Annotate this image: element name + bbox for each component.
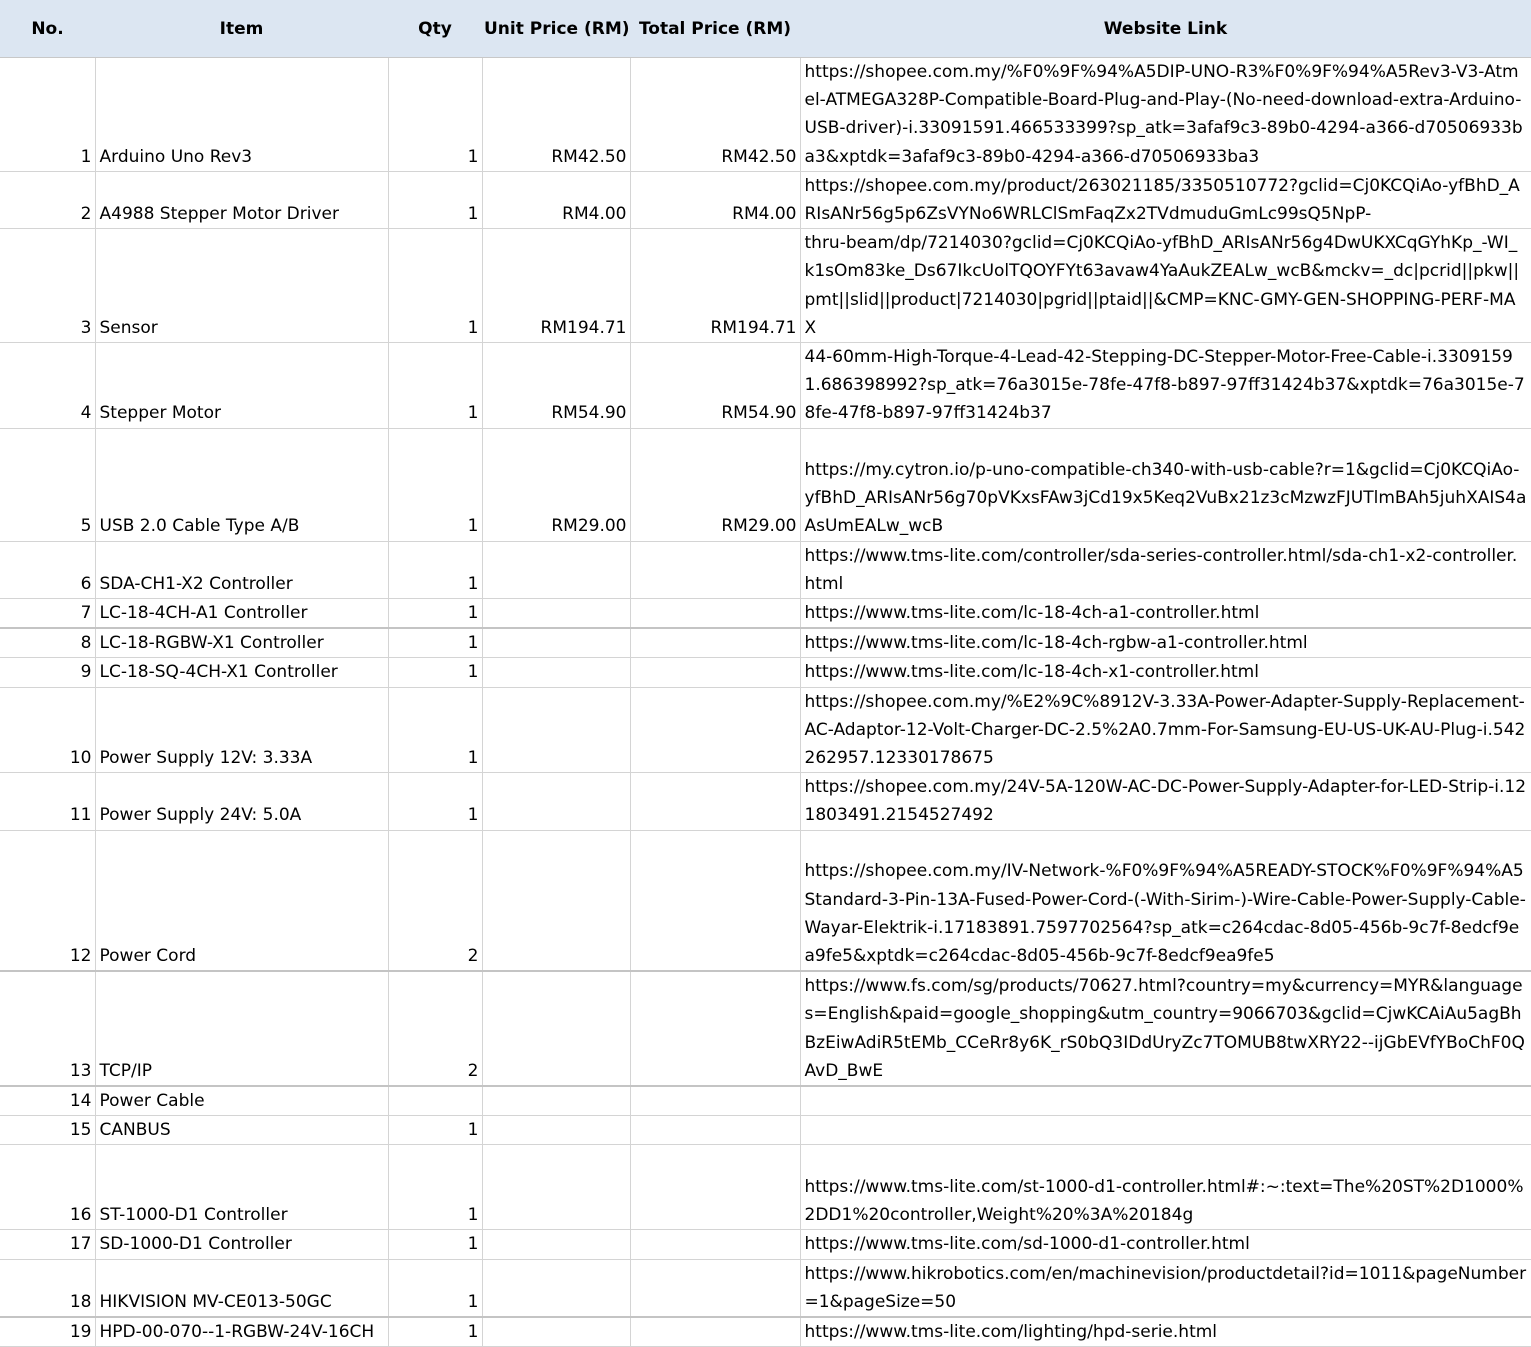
cell-item[interactable]: Power Supply 24V: 5.0A — [95, 773, 388, 830]
cell-website-link[interactable]: https://shopee.com.my/%F0%9F%94%A5DIP-UNO-R3%F0%9F%94%A5Rev3-V3-Atmel-ATMEGA328P-Compatible-Board-Plug-and-Play-(No-need-download-extra-Arduino-USB-driver)-i.33091591.466533399?sp_atk=3afaf9c3-89b0-4294-a366-d70506933ba3&xptdk=3afaf9c3-89b0-4294-a366-d70506933ba3 — [800, 58, 1531, 172]
cell-unit-price[interactable] — [482, 1145, 630, 1230]
cell-qty[interactable] — [388, 1086, 482, 1116]
cell-total-price[interactable] — [630, 1230, 800, 1259]
cell-website-link[interactable]: https://www.tms-lite.com/st-1000-d1-controller.html#:~:text=The%20ST%2D1000%2DD1%20controller,Weight%20%3A%20184g — [800, 1145, 1531, 1230]
table-row — [0, 1317, 1531, 1347]
cell-total-price[interactable] — [630, 1116, 800, 1145]
cell-item[interactable]: LC-18-4CH-A1 Controller — [95, 599, 388, 629]
table-row — [0, 343, 1531, 429]
cell-qty[interactable]: 1 — [388, 599, 482, 629]
cell-item[interactable]: LC-18-SQ-4CH-X1 Controller — [95, 658, 388, 687]
cell-total-price[interactable] — [630, 1145, 800, 1230]
cell-qty[interactable]: 2 — [388, 830, 482, 971]
cell-qty[interactable]: 2 — [388, 971, 482, 1086]
cell-qty[interactable]: 1 — [388, 541, 482, 598]
cell-no[interactable]: 8 — [0, 628, 95, 658]
cell-unit-price[interactable]: RM29.00 — [482, 428, 630, 541]
cell-total-price[interactable] — [630, 599, 800, 629]
cell-unit-price[interactable] — [482, 599, 630, 629]
cell-qty[interactable]: 1 — [388, 58, 482, 172]
cell-qty[interactable]: 1 — [388, 628, 482, 658]
cell-unit-price[interactable] — [482, 830, 630, 971]
cell-unit-price[interactable] — [482, 628, 630, 658]
cell-qty[interactable]: 1 — [388, 687, 482, 773]
cell-total-price[interactable]: RM194.71 — [630, 229, 800, 343]
header-unit-price[interactable]: Unit Price (RM) — [482, 0, 630, 58]
cell-unit-price[interactable] — [482, 1116, 630, 1145]
cell-unit-price[interactable] — [482, 1317, 630, 1347]
table-row — [0, 687, 1531, 773]
cell-total-price[interactable] — [630, 541, 800, 598]
cell-website-link[interactable]: https://www.tms-lite.com/lc-18-4ch-rgbw-a1-controller.html — [800, 628, 1531, 658]
cell-unit-price[interactable]: RM42.50 — [482, 58, 630, 172]
cell-total-price[interactable]: RM29.00 — [630, 428, 800, 541]
cell-no[interactable]: 9 — [0, 658, 95, 687]
cell-qty[interactable]: 1 — [388, 428, 482, 541]
cell-unit-price[interactable] — [482, 658, 630, 687]
cell-website-link[interactable]: https://my.cytron.io/p-uno-compatible-ch340-with-usb-cable?r=1&gclid=Cj0KCQiAo-yfBhD_ARIsANr56g70pVKxsFAw3jCd19x5Keq2VuBx21z3cMzwzFJUTlmBAh5juhXAIS4aAsUmEALw_wcB — [800, 428, 1531, 541]
cell-qty[interactable]: 1 — [388, 1230, 482, 1259]
cell-website-link[interactable]: https://www.tms-lite.com/lc-18-4ch-a1-controller.html — [800, 599, 1531, 629]
cell-qty[interactable]: 1 — [388, 658, 482, 687]
table-row — [0, 1145, 1531, 1230]
cell-no[interactable]: 16 — [0, 1145, 95, 1230]
cell-total-price[interactable] — [630, 971, 800, 1086]
cell-no[interactable]: 10 — [0, 687, 95, 773]
cell-no[interactable]: 6 — [0, 541, 95, 598]
cell-unit-price[interactable] — [482, 1086, 630, 1116]
table-row — [0, 541, 1531, 598]
table-row — [0, 1116, 1531, 1145]
table-body — [0, 58, 1531, 1347]
cell-total-price[interactable] — [630, 1086, 800, 1116]
cell-website-link[interactable]: 44-60mm-High-Torque-4-Lead-42-Stepping-DC-Stepper-Motor-Free-Cable-i.33091591.686398992?sp_atk=76a3015e-78fe-47f8-b897-97ff31424b37&xptdk=76a3015e-78fe-47f8-b897-97ff31424b37 — [800, 343, 1531, 429]
table-row — [0, 171, 1531, 228]
cell-unit-price[interactable] — [482, 1259, 630, 1317]
cell-qty[interactable]: 1 — [388, 343, 482, 429]
cell-no[interactable]: 13 — [0, 971, 95, 1086]
cell-qty[interactable]: 1 — [388, 1259, 482, 1317]
header-item[interactable]: Item — [95, 0, 388, 58]
cell-total-price[interactable] — [630, 687, 800, 773]
table-row — [0, 773, 1531, 830]
cell-qty[interactable]: 1 — [388, 171, 482, 228]
cell-no[interactable]: 19 — [0, 1317, 95, 1347]
cell-qty[interactable]: 1 — [388, 1317, 482, 1347]
cell-website-link[interactable]: https://shopee.com.my/%E2%9C%8912V-3.33A-Power-Adapter-Supply-Replacement-AC-Adaptor-12-Volt-Charger-DC-2.5%2A0.7mm-For-Samsung-EU-US-UK-AU-Plug-i.542262957.12330178675 — [800, 687, 1531, 773]
cell-qty[interactable]: 1 — [388, 1116, 482, 1145]
cell-item[interactable]: CANBUS — [95, 1116, 388, 1145]
header-row — [0, 0, 1531, 58]
cell-website-link[interactable]: https://www.tms-lite.com/controller/sda-series-controller.html/sda-ch1-x2-controller.html — [800, 541, 1531, 598]
cell-item[interactable]: USB 2.0 Cable Type A/B — [95, 428, 388, 541]
table-row — [0, 830, 1531, 971]
cell-unit-price[interactable] — [482, 687, 630, 773]
table-row — [0, 599, 1531, 629]
header-total-price[interactable]: Total Price (RM) — [630, 0, 800, 58]
table-row — [0, 428, 1531, 541]
cell-no[interactable]: 14 — [0, 1086, 95, 1116]
cell-item[interactable]: ST-1000-D1 Controller — [95, 1145, 388, 1230]
cell-no[interactable]: 11 — [0, 773, 95, 830]
cell-item[interactable]: Sensor — [95, 229, 388, 343]
cell-no[interactable]: 18 — [0, 1259, 95, 1317]
cell-total-price[interactable] — [630, 628, 800, 658]
cell-total-price[interactable] — [630, 658, 800, 687]
cell-no[interactable]: 7 — [0, 599, 95, 629]
cell-total-price[interactable] — [630, 1259, 800, 1317]
cell-total-price[interactable]: RM54.90 — [630, 343, 800, 429]
cell-qty[interactable]: 1 — [388, 229, 482, 343]
table-row — [0, 971, 1531, 1086]
cell-website-link[interactable]: https://www.tms-lite.com/lc-18-4ch-x1-controller.html — [800, 658, 1531, 687]
cell-unit-price[interactable] — [482, 1230, 630, 1259]
cell-website-link[interactable]: thru-beam/dp/7214030?gclid=Cj0KCQiAo-yfBhD_ARIsANr56g4DwUKXCqGYhKp_-WI_k1sOm83ke_Ds67IkcUolTQOYFYt63avaw4YaAukZEALw_wcB&mckv=_dc|pcrid||pkw||pmt||slid||product|7214030|pgrid||ptaid||&CMP=KNC-GMY-GEN-SHOPPING-PERF-MAX — [800, 229, 1531, 343]
table-row — [0, 658, 1531, 687]
cell-unit-price[interactable] — [482, 773, 630, 830]
cell-unit-price[interactable]: RM4.00 — [482, 171, 630, 228]
cell-total-price[interactable]: RM42.50 — [630, 58, 800, 172]
cell-item[interactable]: TCP/IP — [95, 971, 388, 1086]
cell-item[interactable]: HIKVISION MV-CE013-50GC — [95, 1259, 388, 1317]
cell-item[interactable]: Power Cable — [95, 1086, 388, 1116]
cell-item[interactable]: Power Cord — [95, 830, 388, 971]
cell-total-price[interactable] — [630, 1317, 800, 1347]
header-no[interactable]: No. — [0, 0, 95, 58]
cell-website-link[interactable]: https://www.hikrobotics.com/en/machinevision/productdetail?id=1011&pageNumber=1&pageSize=50 — [800, 1259, 1531, 1317]
cell-item[interactable]: Power Supply 12V: 3.33A — [95, 687, 388, 773]
table-row — [0, 58, 1531, 172]
cell-no[interactable]: 15 — [0, 1116, 95, 1145]
cell-no[interactable]: 5 — [0, 428, 95, 541]
cell-no[interactable]: 12 — [0, 830, 95, 971]
cell-no[interactable]: 2 — [0, 171, 95, 228]
cell-item[interactable]: Arduino Uno Rev3 — [95, 58, 388, 172]
cell-no[interactable]: 3 — [0, 229, 95, 343]
cell-unit-price[interactable] — [482, 541, 630, 598]
cell-unit-price[interactable] — [482, 971, 630, 1086]
table-row — [0, 229, 1531, 343]
cell-website-link[interactable] — [800, 1086, 1531, 1116]
cell-website-link[interactable]: https://www.fs.com/sg/products/70627.html?country=my&currency=MYR&languages=English&paid=google_shopping&utm_country=9066703&gclid=CjwKCAiAu5agBhBzEiwAdiR5tEMb_CCeRr8y6K_rS0bQ3IDdUryZc7TOMUB8twXRY22--ijGbEVfYBoChF0QAvD_BwE — [800, 971, 1531, 1086]
cell-no[interactable]: 17 — [0, 1230, 95, 1259]
cell-website-link[interactable]: https://www.tms-lite.com/sd-1000-d1-controller.html — [800, 1230, 1531, 1259]
table-row — [0, 1259, 1531, 1317]
cell-item[interactable]: A4988 Stepper Motor Driver — [95, 171, 388, 228]
cell-item[interactable]: LC-18-RGBW-X1 Controller — [95, 628, 388, 658]
cell-item[interactable]: Stepper Motor — [95, 343, 388, 429]
cell-website-link[interactable]: https://shopee.com.my/product/263021185/3350510772?gclid=Cj0KCQiAo-yfBhD_ARIsANr56g5p6ZsVYNo6WRLClSmFaqZx2TVdmuduGmLc99sQ5NpP- — [800, 171, 1531, 228]
cell-website-link[interactable]: https://shopee.com.my/IV-Network-%F0%9F%94%A5READY-STOCK%F0%9F%94%A5Standard-3-Pin-13A-Fused-Power-Cord-(-With-Sirim-)-Wire-Cable-Power-Supply-Cable-Wayar-Elektrik-i.17183891.7597702564?sp_atk=c264cdac-8d05-456b-9c7f-8edcf9ea9fe5&xptdk=c264cdac-8d05-456b-9c7f-8edcf9ea9fe5 — [800, 830, 1531, 971]
cell-item[interactable]: SD-1000-D1 Controller — [95, 1230, 388, 1259]
table-row — [0, 1230, 1531, 1259]
cell-website-link[interactable]: https://shopee.com.my/24V-5A-120W-AC-DC-Power-Supply-Adapter-for-LED-Strip-i.121803491.2154527492 — [800, 773, 1531, 830]
cell-website-link[interactable]: https://www.tms-lite.com/lighting/hpd-serie.html — [800, 1317, 1531, 1347]
cell-no[interactable]: 1 — [0, 58, 95, 172]
cell-website-link[interactable] — [800, 1116, 1531, 1145]
cell-qty[interactable]: 1 — [388, 773, 482, 830]
header-website-link[interactable]: Website Link — [800, 0, 1531, 58]
cell-qty[interactable]: 1 — [388, 1145, 482, 1230]
cell-no[interactable]: 4 — [0, 343, 95, 429]
cell-total-price[interactable]: RM4.00 — [630, 171, 800, 228]
table-header — [0, 0, 1531, 58]
table-row — [0, 1086, 1531, 1116]
cell-item[interactable]: SDA-CH1-X2 Controller — [95, 541, 388, 598]
cell-item[interactable]: HPD-00-070--1-RGBW-24V-16CH — [95, 1317, 388, 1347]
table-row — [0, 628, 1531, 658]
cell-unit-price[interactable]: RM194.71 — [482, 229, 630, 343]
cell-unit-price[interactable]: RM54.90 — [482, 343, 630, 429]
cell-total-price[interactable] — [630, 773, 800, 830]
cell-total-price[interactable] — [630, 830, 800, 971]
header-qty[interactable]: Qty — [388, 0, 482, 58]
